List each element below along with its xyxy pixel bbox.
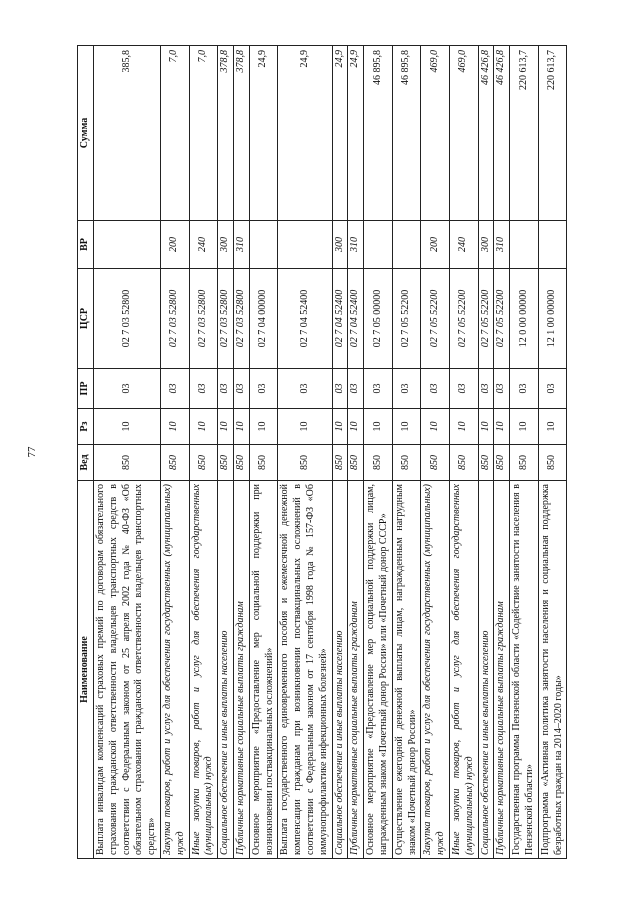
cell-csr: 02 7 04 52400: [278, 269, 332, 369]
cell-rz: 10: [392, 409, 421, 445]
cell-vr: 300: [332, 221, 348, 269]
cell-vr: 310: [233, 221, 249, 269]
cell-csr: 02 7 04 00000: [249, 269, 278, 369]
cell-sum: 24,9: [249, 46, 278, 221]
cell-ved: 850: [392, 445, 421, 481]
page-number: 77: [26, 446, 38, 458]
cell-pr: 03: [94, 369, 161, 409]
cell-rz: 10: [94, 409, 161, 445]
cell-ved: 850: [478, 445, 494, 481]
table-row: [94, 46, 161, 859]
cell-vr: 310: [348, 221, 364, 269]
cell-sum: 378,8: [233, 46, 249, 221]
cell-rz: 10: [449, 409, 478, 445]
cell-name: Основное мероприятие «Предоставление мер социальной поддержки при возникновении поствакцинальных осложнений»: [249, 481, 278, 859]
cell-vr: 310: [494, 221, 510, 269]
cell-sum: 220 613,7: [538, 46, 567, 221]
cell-csr: 02 7 04 52400: [332, 269, 348, 369]
cell-name: Публичные нормативные социальные выплаты гражданам: [233, 481, 249, 859]
cell-rz: 10: [160, 409, 189, 445]
cell-sum: 469,0: [449, 46, 478, 221]
cell-pr: 03: [160, 369, 189, 409]
cell-pr: 03: [510, 369, 539, 409]
cell-pr: 03: [449, 369, 478, 409]
table-row: [160, 46, 189, 859]
table-row: [233, 46, 249, 859]
cell-rz: 10: [233, 409, 249, 445]
column-header-vr: ВР: [78, 221, 94, 269]
cell-name: Иные закупки товаров, работ и услуг для обеспечения государственных (муниципальных) нужд: [189, 481, 218, 859]
cell-csr: 02 7 03 52800: [233, 269, 249, 369]
rotated-page: [77, 46, 570, 859]
cell-rz: 10: [218, 409, 234, 445]
cell-sum: 46 426,8: [494, 46, 510, 221]
table-row: [478, 46, 494, 859]
cell-pr: 03: [348, 369, 364, 409]
cell-ved: 850: [249, 445, 278, 481]
table-row: [348, 46, 364, 859]
cell-name: Основное мероприятие «Предоставление мер социальной поддержки лицам, награжденным знаком «Почетный донор России» или «Почетный донор СССР»: [364, 481, 393, 859]
cell-csr: 02 7 03 52800: [160, 269, 189, 369]
cell-csr: 12 0 00 00000: [510, 269, 539, 369]
cell-vr: [278, 221, 332, 269]
cell-name: Публичные нормативные социальные выплаты гражданам: [348, 481, 364, 859]
cell-ved: 850: [233, 445, 249, 481]
cell-pr: 03: [538, 369, 567, 409]
cell-ved: 850: [510, 445, 539, 481]
cell-ved: 850: [218, 445, 234, 481]
cell-csr: 02 7 05 00000: [364, 269, 393, 369]
table-body: [94, 46, 567, 859]
cell-sum: 46 426,8: [478, 46, 494, 221]
cell-csr: 02 7 03 52800: [218, 269, 234, 369]
column-header-ved: Вед: [78, 445, 94, 481]
cell-rz: 10: [364, 409, 393, 445]
cell-pr: 03: [332, 369, 348, 409]
table-row: [364, 46, 393, 859]
cell-sum: 24,9: [332, 46, 348, 221]
cell-name: Государственная программа Пензенской области «Содействие занятости населения в Пензенской области»: [510, 481, 539, 859]
cell-ved: 850: [278, 445, 332, 481]
cell-csr: 02 7 05 52200: [494, 269, 510, 369]
cell-sum: 24,9: [348, 46, 364, 221]
cell-sum: 46 895,8: [364, 46, 393, 221]
cell-name: Выплата инвалидам компенсаций страховых премий по договорам обязательного страхования гражданской ответственности владельцев транспортных средств в соответствии с Федеральным законом от 25 апреля 2002 года № 40-ФЗ «Об обязательном страховании гражданской ответственности владельцев транспортных средств»: [94, 481, 161, 859]
cell-vr: [510, 221, 539, 269]
cell-rz: 10: [189, 409, 218, 445]
cell-ved: 850: [449, 445, 478, 481]
cell-vr: [364, 221, 393, 269]
cell-csr: 02 7 05 52200: [478, 269, 494, 369]
cell-csr: 02 7 04 52400: [348, 269, 364, 369]
cell-csr: 12 1 00 00000: [538, 269, 567, 369]
table-row: [449, 46, 478, 859]
cell-pr: 03: [249, 369, 278, 409]
table-header-row: [78, 46, 94, 859]
cell-vr: 240: [189, 221, 218, 269]
cell-rz: 10: [494, 409, 510, 445]
cell-ved: 850: [189, 445, 218, 481]
table-row: [494, 46, 510, 859]
cell-ved: 850: [332, 445, 348, 481]
cell-vr: [249, 221, 278, 269]
table-row: [249, 46, 278, 859]
cell-ved: 850: [160, 445, 189, 481]
cell-vr: [538, 221, 567, 269]
cell-name: Закупка товаров, работ и услуг для обеспечения государственных (муниципальных) нужд: [160, 481, 189, 859]
cell-pr: 03: [392, 369, 421, 409]
cell-ved: 850: [538, 445, 567, 481]
cell-rz: 10: [332, 409, 348, 445]
column-header-rz: Рз: [78, 409, 94, 445]
cell-sum: 469,0: [421, 46, 450, 221]
cell-sum: 24,9: [278, 46, 332, 221]
cell-sum: 7,0: [160, 46, 189, 221]
cell-name: Подпрограмма «Активная политика занятости населения и социальная поддержка безработных граждан на 2014–2020 годы»: [538, 481, 567, 859]
cell-rz: 10: [348, 409, 364, 445]
cell-name: Осуществление ежегодной денежной выплаты лицам, награжденным нагрудным знаком «Почетный донор России»: [392, 481, 421, 859]
cell-name: Выплата государственного единовременного пособия и ежемесячной денежной компенсации гражданам при возникновении поствакцинальных осложнений в соответствии с Федеральным законом от 17 сентября 1998 года № 157-ФЗ «Об иммунопрофилактике инфекционных болезней»: [278, 481, 332, 859]
table-row: [538, 46, 567, 859]
cell-sum: 220 613,7: [510, 46, 539, 221]
column-header-sum: Сумма: [78, 46, 94, 221]
column-header-name: Наименование: [78, 481, 94, 859]
table-row: [510, 46, 539, 859]
cell-vr: [392, 221, 421, 269]
table-row: [278, 46, 332, 859]
cell-sum: 385,8: [94, 46, 161, 221]
table-row: [392, 46, 421, 859]
cell-vr: 240: [449, 221, 478, 269]
cell-rz: 10: [538, 409, 567, 445]
cell-pr: 03: [478, 369, 494, 409]
cell-vr: 300: [478, 221, 494, 269]
cell-csr: 02 7 05 52200: [392, 269, 421, 369]
cell-ved: 850: [348, 445, 364, 481]
cell-ved: 850: [364, 445, 393, 481]
cell-name: Иные закупки товаров, работ и услуг для обеспечения государственных (муниципальных) нужд: [449, 481, 478, 859]
cell-sum: 378,8: [218, 46, 234, 221]
cell-csr: 02 7 03 52800: [189, 269, 218, 369]
cell-csr: 02 7 03 52800: [94, 269, 161, 369]
cell-pr: 03: [421, 369, 450, 409]
column-header-pr: ПР: [78, 369, 94, 409]
table-row: [332, 46, 348, 859]
cell-pr: 03: [233, 369, 249, 409]
cell-sum: 7,0: [189, 46, 218, 221]
cell-csr: 02 7 05 52200: [449, 269, 478, 369]
cell-name: Закупка товаров, работ и услуг для обеспечения государственных (муниципальных) нужд: [421, 481, 450, 859]
cell-name: Публичные нормативные социальные выплаты гражданам: [494, 481, 510, 859]
cell-pr: 03: [189, 369, 218, 409]
cell-pr: 03: [364, 369, 393, 409]
column-header-csr: ЦСР: [78, 269, 94, 369]
table-row: [218, 46, 234, 859]
cell-csr: 02 7 05 52200: [421, 269, 450, 369]
cell-rz: 10: [278, 409, 332, 445]
cell-vr: 300: [218, 221, 234, 269]
cell-name: Социальное обеспечение и иные выплаты населению: [218, 481, 234, 859]
cell-name: Социальное обеспечение и иные выплаты населению: [478, 481, 494, 859]
cell-pr: 03: [278, 369, 332, 409]
cell-ved: 850: [494, 445, 510, 481]
cell-name: Социальное обеспечение и иные выплаты населению: [332, 481, 348, 859]
cell-pr: 03: [494, 369, 510, 409]
table-row: [421, 46, 450, 859]
cell-pr: 03: [218, 369, 234, 409]
cell-vr: 200: [160, 221, 189, 269]
cell-ved: 850: [94, 445, 161, 481]
cell-ved: 850: [421, 445, 450, 481]
cell-rz: 10: [421, 409, 450, 445]
budget-table: [77, 45, 567, 859]
cell-rz: 10: [478, 409, 494, 445]
cell-sum: 46 895,8: [392, 46, 421, 221]
cell-rz: 10: [510, 409, 539, 445]
cell-vr: [94, 221, 161, 269]
table-row: [189, 46, 218, 859]
cell-rz: 10: [249, 409, 278, 445]
cell-vr: 200: [421, 221, 450, 269]
